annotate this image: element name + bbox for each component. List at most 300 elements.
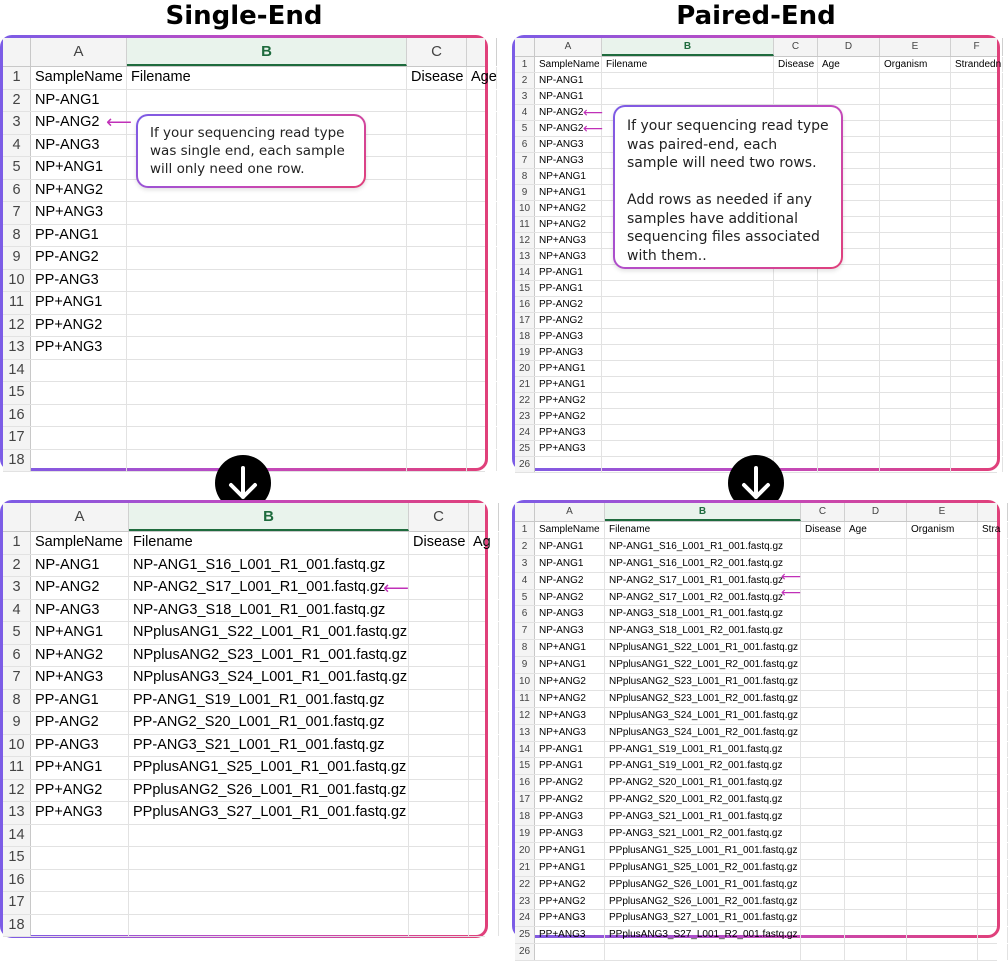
cell[interactable] xyxy=(978,792,1008,808)
filename-cell[interactable]: PPplusANG2_S26_L001_R2_001.fastq.gz xyxy=(605,894,801,910)
sample-name-cell[interactable]: NP+ANG3 xyxy=(535,708,605,724)
sample-name-cell[interactable]: PP-ANG2 xyxy=(535,775,605,791)
sample-name-cell[interactable]: NP-ANG1 xyxy=(535,539,605,555)
filename-cell[interactable] xyxy=(602,425,774,440)
header-cell[interactable]: Filename xyxy=(127,67,407,89)
sample-name-cell[interactable]: NP-ANG2 xyxy=(535,105,602,120)
cell[interactable] xyxy=(907,860,978,876)
cell[interactable] xyxy=(880,313,951,328)
row-number[interactable]: 6 xyxy=(515,606,535,622)
column-header-b[interactable]: B xyxy=(605,503,801,521)
sample-name-cell[interactable]: NP-ANG1 xyxy=(31,555,129,577)
filename-cell[interactable] xyxy=(602,313,774,328)
filename-cell[interactable]: PP-ANG1_S19_L001_R2_001.fastq.gz xyxy=(605,758,801,774)
row-number[interactable]: 5 xyxy=(515,590,535,606)
cell[interactable] xyxy=(818,441,880,456)
sample-name-cell[interactable]: NP-ANG2 xyxy=(535,573,605,589)
cell[interactable] xyxy=(469,690,499,712)
cell[interactable] xyxy=(407,405,467,427)
cell[interactable] xyxy=(845,944,907,960)
filename-cell[interactable]: NP-ANG1_S16_L001_R2_001.fastq.gz xyxy=(605,556,801,572)
sample-name-cell[interactable] xyxy=(31,382,127,404)
sample-name-cell[interactable]: PP+ANG1 xyxy=(535,361,602,376)
sample-name-cell[interactable] xyxy=(31,360,127,382)
cell[interactable] xyxy=(978,539,1008,555)
cell[interactable] xyxy=(818,393,880,408)
cell[interactable] xyxy=(801,860,845,876)
cell[interactable] xyxy=(467,360,497,382)
sample-name-cell[interactable]: NP-ANG3 xyxy=(535,153,602,168)
cell[interactable] xyxy=(467,427,497,449)
cell[interactable] xyxy=(907,674,978,690)
column-header-blank[interactable] xyxy=(467,38,497,66)
cell[interactable] xyxy=(845,877,907,893)
column-header-d[interactable]: D xyxy=(818,38,880,56)
cell[interactable] xyxy=(801,691,845,707)
cell[interactable] xyxy=(907,910,978,926)
cell[interactable] xyxy=(469,645,499,667)
column-header-a[interactable]: A xyxy=(535,503,605,521)
cell[interactable] xyxy=(818,329,880,344)
sample-name-cell[interactable]: PP-ANG1 xyxy=(535,742,605,758)
cell[interactable] xyxy=(978,877,1008,893)
cell[interactable] xyxy=(978,674,1008,690)
cell[interactable] xyxy=(407,315,467,337)
sample-name-cell[interactable]: PP-ANG3 xyxy=(31,270,127,292)
sample-name-cell[interactable] xyxy=(31,847,129,869)
cell[interactable] xyxy=(467,405,497,427)
cell[interactable] xyxy=(978,556,1008,572)
filename-cell[interactable]: NPplusANG2_S23_L001_R1_001.fastq.gz xyxy=(605,674,801,690)
cell[interactable] xyxy=(469,667,499,689)
cell[interactable] xyxy=(801,758,845,774)
sample-name-cell[interactable]: PP-ANG3 xyxy=(31,735,129,757)
cell[interactable] xyxy=(407,382,467,404)
sample-name-cell[interactable]: NP+ANG3 xyxy=(535,249,602,264)
row-number[interactable]: 9 xyxy=(3,712,31,734)
sample-name-cell[interactable]: NP+ANG1 xyxy=(31,622,129,644)
cell[interactable] xyxy=(845,606,907,622)
header-cell[interactable]: Age xyxy=(467,67,497,89)
row-number[interactable]: 26 xyxy=(515,944,535,960)
cell[interactable] xyxy=(978,894,1008,910)
row-number[interactable]: 2 xyxy=(515,539,535,555)
sample-name-cell[interactable] xyxy=(535,457,602,472)
row-number[interactable]: 17 xyxy=(515,792,535,808)
filename-cell[interactable]: PP-ANG2_S20_L001_R2_001.fastq.gz xyxy=(605,792,801,808)
cell[interactable] xyxy=(978,573,1008,589)
sample-name-cell[interactable]: PP+ANG2 xyxy=(535,877,605,893)
sample-name-cell[interactable]: NP+ANG1 xyxy=(535,169,602,184)
cell[interactable] xyxy=(469,892,499,914)
cell[interactable] xyxy=(880,105,951,120)
cell[interactable] xyxy=(467,90,497,112)
cell[interactable] xyxy=(818,73,880,88)
sample-name-cell[interactable]: PP-ANG1 xyxy=(31,225,127,247)
cell[interactable] xyxy=(845,843,907,859)
cell[interactable] xyxy=(845,691,907,707)
cell[interactable] xyxy=(409,892,469,914)
cell[interactable] xyxy=(774,329,818,344)
cell[interactable] xyxy=(951,441,1003,456)
sample-name-cell[interactable]: PP+ANG3 xyxy=(535,927,605,943)
sample-name-cell[interactable]: PP-ANG3 xyxy=(535,345,602,360)
cell[interactable] xyxy=(951,313,1003,328)
cell[interactable] xyxy=(845,809,907,825)
cell[interactable] xyxy=(978,708,1008,724)
filename-cell[interactable]: PP-ANG3_S21_L001_R2_001.fastq.gz xyxy=(605,826,801,842)
cell[interactable] xyxy=(880,169,951,184)
cell[interactable] xyxy=(469,915,499,937)
cell[interactable] xyxy=(467,112,497,134)
header-cell[interactable]: SampleName xyxy=(535,57,602,72)
sample-name-cell[interactable]: NP+ANG2 xyxy=(535,201,602,216)
row-number[interactable]: 5 xyxy=(515,121,535,136)
row-number[interactable]: 6 xyxy=(3,180,31,202)
cell[interactable] xyxy=(845,927,907,943)
cell[interactable] xyxy=(978,640,1008,656)
cell[interactable] xyxy=(907,640,978,656)
cell[interactable] xyxy=(407,202,467,224)
cell[interactable] xyxy=(409,825,469,847)
cell[interactable] xyxy=(845,623,907,639)
cell[interactable] xyxy=(907,742,978,758)
sample-name-cell[interactable]: PP+ANG1 xyxy=(31,292,127,314)
cell[interactable] xyxy=(845,894,907,910)
sample-name-cell[interactable]: PP-ANG3 xyxy=(535,329,602,344)
cell[interactable] xyxy=(907,809,978,825)
filename-cell[interactable] xyxy=(127,315,407,337)
cell[interactable] xyxy=(801,927,845,943)
row-number[interactable]: 11 xyxy=(3,292,31,314)
cell[interactable] xyxy=(469,712,499,734)
sample-name-cell[interactable]: PP+ANG1 xyxy=(535,377,602,392)
cell[interactable] xyxy=(907,708,978,724)
row-number[interactable]: 6 xyxy=(515,137,535,152)
sample-name-cell[interactable]: NP-ANG2 xyxy=(31,112,127,134)
cell[interactable] xyxy=(409,622,469,644)
cell[interactable] xyxy=(951,281,1003,296)
row-number[interactable]: 15 xyxy=(515,758,535,774)
row-number[interactable]: 24 xyxy=(515,910,535,926)
row-number[interactable]: 21 xyxy=(515,377,535,392)
cell[interactable] xyxy=(774,361,818,376)
sample-name-cell[interactable]: NP+ANG1 xyxy=(535,185,602,200)
cell[interactable] xyxy=(801,556,845,572)
cell[interactable] xyxy=(409,555,469,577)
cell[interactable] xyxy=(845,775,907,791)
filename-cell[interactable] xyxy=(602,441,774,456)
row-number[interactable]: 5 xyxy=(3,622,31,644)
cell[interactable] xyxy=(409,870,469,892)
cell[interactable] xyxy=(467,225,497,247)
row-number[interactable]: 1 xyxy=(515,57,535,72)
filename-cell[interactable] xyxy=(127,225,407,247)
sample-name-cell[interactable]: NP-ANG2 xyxy=(535,121,602,136)
row-number[interactable]: 5 xyxy=(3,157,31,179)
filename-cell[interactable]: NP-ANG2_S17_L001_R1_001.fastq.gz xyxy=(129,577,409,599)
cell[interactable] xyxy=(978,590,1008,606)
cell[interactable] xyxy=(951,265,1003,280)
cell[interactable] xyxy=(951,361,1003,376)
row-number[interactable]: 1 xyxy=(3,532,31,554)
filename-cell[interactable] xyxy=(602,409,774,424)
cell[interactable] xyxy=(951,217,1003,232)
cell[interactable] xyxy=(951,169,1003,184)
row-number[interactable]: 12 xyxy=(3,315,31,337)
sample-name-cell[interactable]: PP+ANG1 xyxy=(31,757,129,779)
row-number[interactable]: 20 xyxy=(515,843,535,859)
cell[interactable] xyxy=(774,345,818,360)
filename-cell[interactable] xyxy=(129,915,409,937)
row-number[interactable]: 8 xyxy=(3,225,31,247)
cell[interactable] xyxy=(407,450,467,472)
cell[interactable] xyxy=(845,640,907,656)
cell[interactable] xyxy=(469,555,499,577)
sample-name-cell[interactable]: NP+ANG1 xyxy=(31,157,127,179)
filename-cell[interactable] xyxy=(127,382,407,404)
sample-name-cell[interactable]: NP+ANG3 xyxy=(535,725,605,741)
row-number[interactable]: 13 xyxy=(515,725,535,741)
sample-name-cell[interactable]: NP+ANG2 xyxy=(31,645,129,667)
cell[interactable] xyxy=(409,712,469,734)
cell[interactable] xyxy=(467,180,497,202)
row-number[interactable]: 1 xyxy=(3,67,31,89)
cell[interactable] xyxy=(801,742,845,758)
row-number[interactable]: 26 xyxy=(515,457,535,472)
filename-cell[interactable] xyxy=(602,297,774,312)
header-cell[interactable]: Stra xyxy=(978,522,1008,538)
filename-cell[interactable] xyxy=(127,202,407,224)
cell[interactable] xyxy=(409,600,469,622)
filename-cell[interactable] xyxy=(127,337,407,359)
sample-name-cell[interactable]: PP+ANG3 xyxy=(535,425,602,440)
cell[interactable] xyxy=(845,742,907,758)
cell[interactable] xyxy=(880,377,951,392)
sample-name-cell[interactable]: PP-ANG1 xyxy=(31,690,129,712)
cell[interactable] xyxy=(818,297,880,312)
cell[interactable] xyxy=(774,313,818,328)
row-number[interactable]: 11 xyxy=(515,217,535,232)
cell[interactable] xyxy=(407,427,467,449)
cell[interactable] xyxy=(880,121,951,136)
sample-name-cell[interactable]: PP-ANG2 xyxy=(535,792,605,808)
row-number[interactable]: 2 xyxy=(515,73,535,88)
sample-name-cell[interactable]: NP-ANG3 xyxy=(535,137,602,152)
cell[interactable] xyxy=(907,894,978,910)
column-header-f[interactable]: F xyxy=(951,38,1003,56)
sample-name-cell[interactable]: PP+ANG3 xyxy=(535,910,605,926)
header-cell[interactable]: Disease xyxy=(409,532,469,554)
row-number[interactable]: 17 xyxy=(515,313,535,328)
cell[interactable] xyxy=(818,409,880,424)
sample-name-cell[interactable]: NP-ANG1 xyxy=(535,556,605,572)
row-number[interactable]: 11 xyxy=(3,757,31,779)
cell[interactable] xyxy=(801,843,845,859)
sample-name-cell[interactable]: PP-ANG2 xyxy=(31,712,129,734)
column-header-d[interactable]: D xyxy=(845,503,907,521)
row-number[interactable]: 3 xyxy=(3,112,31,134)
cell[interactable] xyxy=(845,758,907,774)
row-number[interactable]: 19 xyxy=(515,345,535,360)
row-number[interactable]: 11 xyxy=(515,691,535,707)
cell[interactable] xyxy=(469,735,499,757)
filename-cell[interactable]: PPplusANG3_S27_L001_R1_001.fastq.gz xyxy=(129,802,409,824)
sample-name-cell[interactable] xyxy=(31,915,129,937)
cell[interactable] xyxy=(978,944,1008,960)
cell[interactable] xyxy=(907,792,978,808)
row-number[interactable]: 18 xyxy=(3,915,31,937)
cell[interactable] xyxy=(469,847,499,869)
cell[interactable] xyxy=(407,157,467,179)
sample-name-cell[interactable]: PP+ANG3 xyxy=(535,441,602,456)
column-header-a[interactable]: A xyxy=(31,38,127,66)
cell[interactable] xyxy=(801,708,845,724)
sample-name-cell[interactable]: PP+ANG2 xyxy=(535,393,602,408)
cell[interactable] xyxy=(845,573,907,589)
column-header-e[interactable]: E xyxy=(880,38,951,56)
cell[interactable] xyxy=(845,657,907,673)
column-header-c[interactable]: C xyxy=(774,38,818,56)
filename-cell[interactable] xyxy=(602,393,774,408)
cell[interactable] xyxy=(409,847,469,869)
column-header-e[interactable]: E xyxy=(907,503,978,521)
cell[interactable] xyxy=(907,725,978,741)
cell[interactable] xyxy=(907,573,978,589)
cell[interactable] xyxy=(774,425,818,440)
cell[interactable] xyxy=(845,860,907,876)
cell[interactable] xyxy=(469,622,499,644)
cell[interactable] xyxy=(845,674,907,690)
cell[interactable] xyxy=(978,809,1008,825)
row-number[interactable]: 14 xyxy=(515,742,535,758)
cell[interactable] xyxy=(801,792,845,808)
filename-cell[interactable]: PPplusANG3_S27_L001_R2_001.fastq.gz xyxy=(605,927,801,943)
sample-name-cell[interactable]: NP-ANG1 xyxy=(31,90,127,112)
row-number[interactable]: 22 xyxy=(515,393,535,408)
cell[interactable] xyxy=(801,539,845,555)
sample-name-cell[interactable] xyxy=(31,427,127,449)
cell[interactable] xyxy=(407,337,467,359)
filename-cell[interactable] xyxy=(602,361,774,376)
cell[interactable] xyxy=(978,758,1008,774)
cell[interactable] xyxy=(801,606,845,622)
row-number[interactable]: 25 xyxy=(515,441,535,456)
row-number[interactable]: 18 xyxy=(515,329,535,344)
cell[interactable] xyxy=(407,180,467,202)
sample-name-cell[interactable]: NP-ANG2 xyxy=(535,590,605,606)
cell[interactable] xyxy=(907,944,978,960)
filename-cell[interactable] xyxy=(605,944,801,960)
cell[interactable] xyxy=(467,382,497,404)
sample-name-cell[interactable]: PP-ANG3 xyxy=(535,826,605,842)
cell[interactable] xyxy=(907,606,978,622)
filename-cell[interactable]: PPplusANG2_S26_L001_R1_001.fastq.gz xyxy=(605,877,801,893)
cell[interactable] xyxy=(774,441,818,456)
cell[interactable] xyxy=(978,860,1008,876)
row-number[interactable]: 13 xyxy=(3,337,31,359)
cell[interactable] xyxy=(880,233,951,248)
filename-cell[interactable] xyxy=(602,377,774,392)
cell[interactable] xyxy=(880,249,951,264)
cell[interactable] xyxy=(467,450,497,472)
cell[interactable] xyxy=(845,792,907,808)
cell[interactable] xyxy=(801,775,845,791)
header-cell[interactable]: Filename xyxy=(129,532,409,554)
sample-name-cell[interactable]: NP+ANG1 xyxy=(535,657,605,673)
row-number[interactable]: 7 xyxy=(515,153,535,168)
select-all-corner[interactable] xyxy=(515,38,535,56)
cell[interactable] xyxy=(774,409,818,424)
cell[interactable] xyxy=(880,73,951,88)
cell[interactable] xyxy=(801,623,845,639)
cell[interactable] xyxy=(907,843,978,859)
cell[interactable] xyxy=(845,725,907,741)
filename-cell[interactable]: PPplusANG3_S27_L001_R1_001.fastq.gz xyxy=(605,910,801,926)
cell[interactable] xyxy=(880,329,951,344)
row-number[interactable]: 16 xyxy=(3,405,31,427)
row-number[interactable]: 20 xyxy=(515,361,535,376)
row-number[interactable]: 15 xyxy=(3,382,31,404)
select-all-corner[interactable] xyxy=(3,503,31,531)
cell[interactable] xyxy=(907,623,978,639)
header-cell[interactable]: Ag xyxy=(469,532,499,554)
filename-cell[interactable] xyxy=(602,281,774,296)
header-cell[interactable]: SampleName xyxy=(31,532,129,554)
filename-cell[interactable]: NPplusANG3_S24_L001_R1_001.fastq.gz xyxy=(605,708,801,724)
sample-name-cell[interactable]: PP-ANG2 xyxy=(535,313,602,328)
select-all-corner[interactable] xyxy=(3,38,31,66)
column-header-c[interactable]: C xyxy=(407,38,467,66)
cell[interactable] xyxy=(801,674,845,690)
cell[interactable] xyxy=(801,640,845,656)
sample-name-cell[interactable]: NP+ANG3 xyxy=(31,667,129,689)
filename-cell[interactable]: NP-ANG1_S16_L001_R1_001.fastq.gz xyxy=(129,555,409,577)
sample-name-cell[interactable] xyxy=(31,825,129,847)
filename-cell[interactable]: PPplusANG2_S26_L001_R1_001.fastq.gz xyxy=(129,780,409,802)
sample-name-cell[interactable]: NP+ANG3 xyxy=(535,233,602,248)
cell[interactable] xyxy=(818,345,880,360)
cell[interactable] xyxy=(801,809,845,825)
sample-name-cell[interactable] xyxy=(535,944,605,960)
filename-cell[interactable] xyxy=(602,89,774,104)
sample-name-cell[interactable]: NP-ANG2 xyxy=(31,577,129,599)
cell[interactable] xyxy=(407,225,467,247)
cell[interactable] xyxy=(951,233,1003,248)
cell[interactable] xyxy=(951,345,1003,360)
cell[interactable] xyxy=(880,457,951,472)
sample-name-cell[interactable]: NP+ANG2 xyxy=(535,691,605,707)
row-number[interactable]: 8 xyxy=(515,169,535,184)
cell[interactable] xyxy=(880,409,951,424)
filename-cell[interactable] xyxy=(127,360,407,382)
filename-cell[interactable] xyxy=(129,825,409,847)
cell[interactable] xyxy=(469,870,499,892)
sample-name-cell[interactable]: NP-ANG1 xyxy=(535,73,602,88)
row-number[interactable]: 17 xyxy=(3,427,31,449)
cell[interactable] xyxy=(845,826,907,842)
sample-name-cell[interactable]: NP-ANG3 xyxy=(535,623,605,639)
cell[interactable] xyxy=(774,73,818,88)
filename-cell[interactable]: NP-ANG3_S18_L001_R1_001.fastq.gz xyxy=(605,606,801,622)
header-cell[interactable]: Disease xyxy=(407,67,467,89)
row-number[interactable]: 14 xyxy=(3,825,31,847)
row-number[interactable]: 14 xyxy=(3,360,31,382)
filename-cell[interactable]: NPplusANG3_S24_L001_R2_001.fastq.gz xyxy=(605,725,801,741)
cell[interactable] xyxy=(907,556,978,572)
filename-cell[interactable] xyxy=(127,270,407,292)
row-number[interactable]: 8 xyxy=(515,640,535,656)
